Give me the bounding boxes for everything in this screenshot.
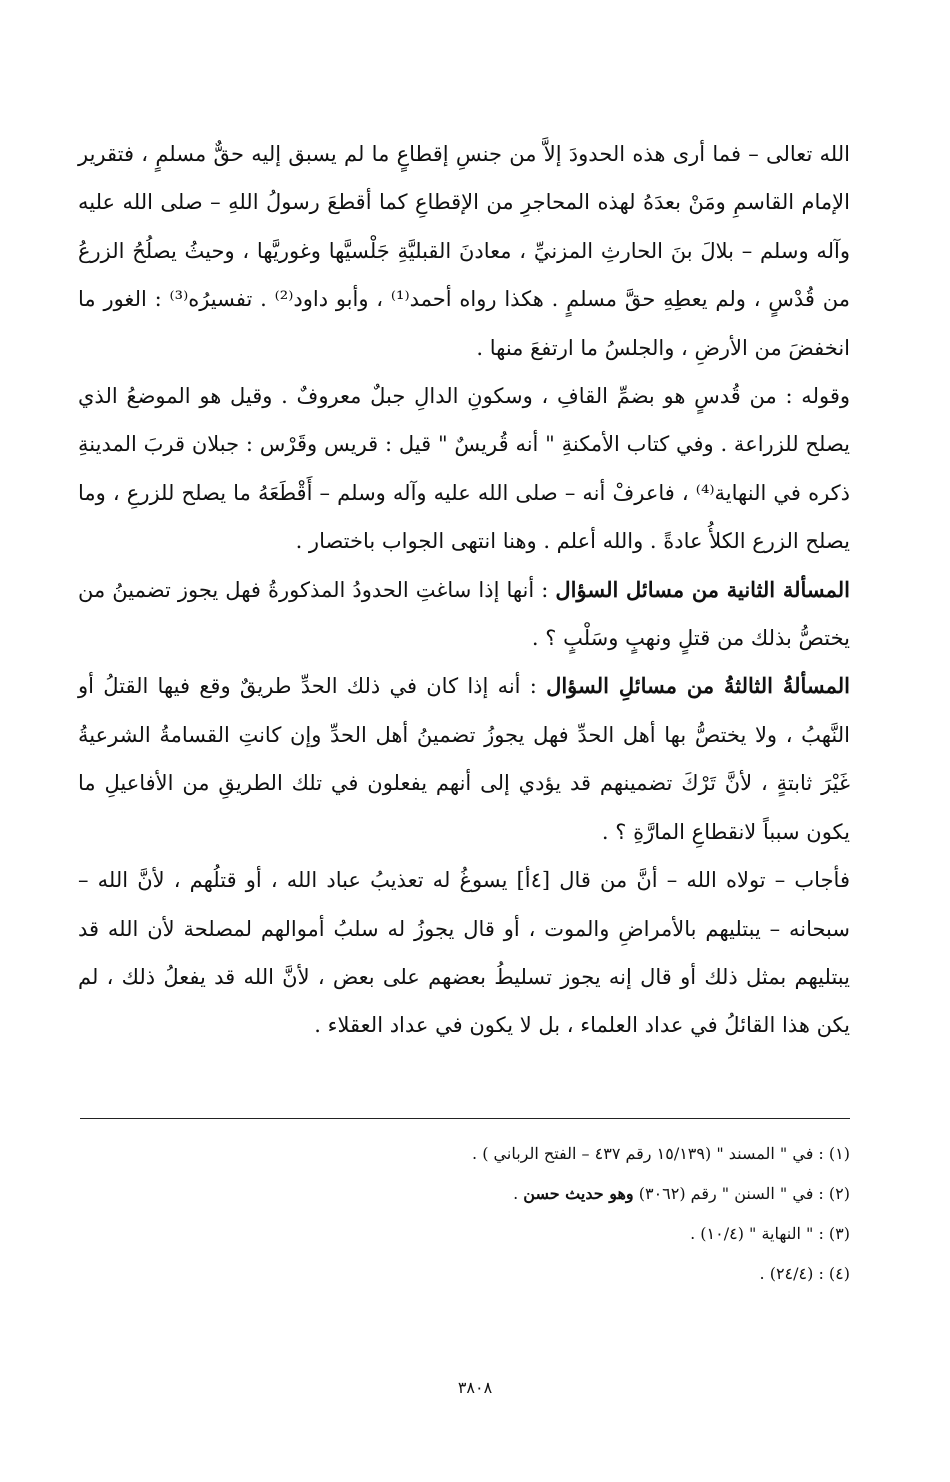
paragraph-2: وقوله : من قُدسٍ هو بضمِّ القافِ ، وسكونِ الدالِ جبلٌ معروفٌ . وقيل هو الموضعُ الذي يصلح للزراعة . وفي كتاب الأمكنةِ " أنه قُريسٌ " قيل : قريس وقَرْس : جبلان قربَ المدينةِ ذكره في النهاية⁽⁴⁾ ، فاعرفْ أنه – صلى الله عليه وآله وسلم – أَقْطَعَهُ ما يصلح للزرعِ ، وما يصلح الزرع الكلأُ عادةً . والله أعلم . وهنا انتهى الجواب باختصار . xyxy=(78,384,851,554)
question-3-heading: المسألةُ الثالثةُ من مسائلِ السؤال xyxy=(546,673,850,699)
main-text xyxy=(78,130,850,1050)
footnotes xyxy=(80,1134,850,1294)
question-2 xyxy=(78,566,850,663)
footnote-2 xyxy=(80,1174,850,1214)
question-3-text: : أنه إذا كان في ذلك الحدِّ طريقٌ وقع فيها القتلُ أو النَّهبُ ، ولا يختصُّ بها أهل الحدِّ فهل يجوزُ تضمينُ أهل الحدِّ وإن كانتِ القسامةُ الشرعيةُ غَيْرَ ثابتةٍ ، لأنَّ تَرْكَ تضمينهم قد يؤدي إلى أنهم يفعلون في تلك الطريقِ من الأفاعيلِ ما يكون سبباً لانقطاعِ المارَّةِ ؟ . xyxy=(78,674,850,844)
page-number: ٣٨٠٨ xyxy=(457,1378,493,1397)
footnote-2-grade: وهو حديث حسن xyxy=(523,1184,634,1203)
question-3 xyxy=(78,662,850,856)
paragraph-1: الله تعالى – فما أرى هذه الحدودَ إلاَّ من جنسِ إقطاعٍ ما لم يسبق إليه حقٌّ مسلمٍ ، فتقرير الإمام القاسمِ ومَنْ بعدَهُ لهذه المحاجرِ من الإقطاعِ كما أقطعَ رسولُ اللهِ – صلى الله عليه وآله وسلم – بلالَ بنَ الحارثِ المزنيِّ ، معادنَ القبليَّةِ جَلْسيَّها وغوريَّها ، وحيثُ يصلُحُ الزرعُ من قُدْسٍ ، ولم يعطِهِ حقَّ مسلمٍ . هكذا رواه أحمد⁽¹⁾ ، وأبو داود⁽²⁾ . تفسيرُه⁽³⁾ : الغور ما انخفضَ من الأرضِ ، والجلسُ ما ارتفعَ منها . xyxy=(78,142,850,360)
footnote-3: (٣) : " النهاية " (١٠/٤) . xyxy=(690,1224,850,1243)
footnote-1: (١) : في " المسند " (١٥/١٣٩ رقم ٤٣٧ – الفتح الرباني ) . xyxy=(472,1144,850,1163)
footnote-2-end: . xyxy=(513,1184,524,1203)
footnote-2-text: (٢) : في " السنن " رقم (٣٠٦٢) xyxy=(633,1184,850,1203)
question-2-text: : أنها إذا ساغتِ الحدودُ المذكورةُ فهل يجوز تضمينُ من يختصُّ بذلك من قتلٍ ونهبٍ وسَلْبٍ ؟ . xyxy=(78,577,850,651)
answer-paragraph: فأجاب – تولاه الله – أنَّ من قال [٤أ] يسوغُ له تعذيبُ عباد الله ، أو قتلُهم ، لأنَّ الله – سبحانه – يبتليهم بالأمراضِ والموت ، أو قال يجوزُ له سلبُ أموالهم لمصلحة لأن الله قد يبتليهم بمثل ذلك أو قال إنه يجوز تسليطُ بعضهم على بعض ، لأنَّ الله قد يفعلُ ذلك ، لم يكن هذا القائلُ في عداد العلماء ، بل لا يكون في عداد العقلاء . xyxy=(78,868,850,1038)
footnote-4: (٤) : (٢٤/٤) . xyxy=(759,1264,850,1283)
footnote-divider xyxy=(80,1118,850,1119)
question-2-heading: المسألة الثانية من مسائل السؤال xyxy=(555,576,850,602)
